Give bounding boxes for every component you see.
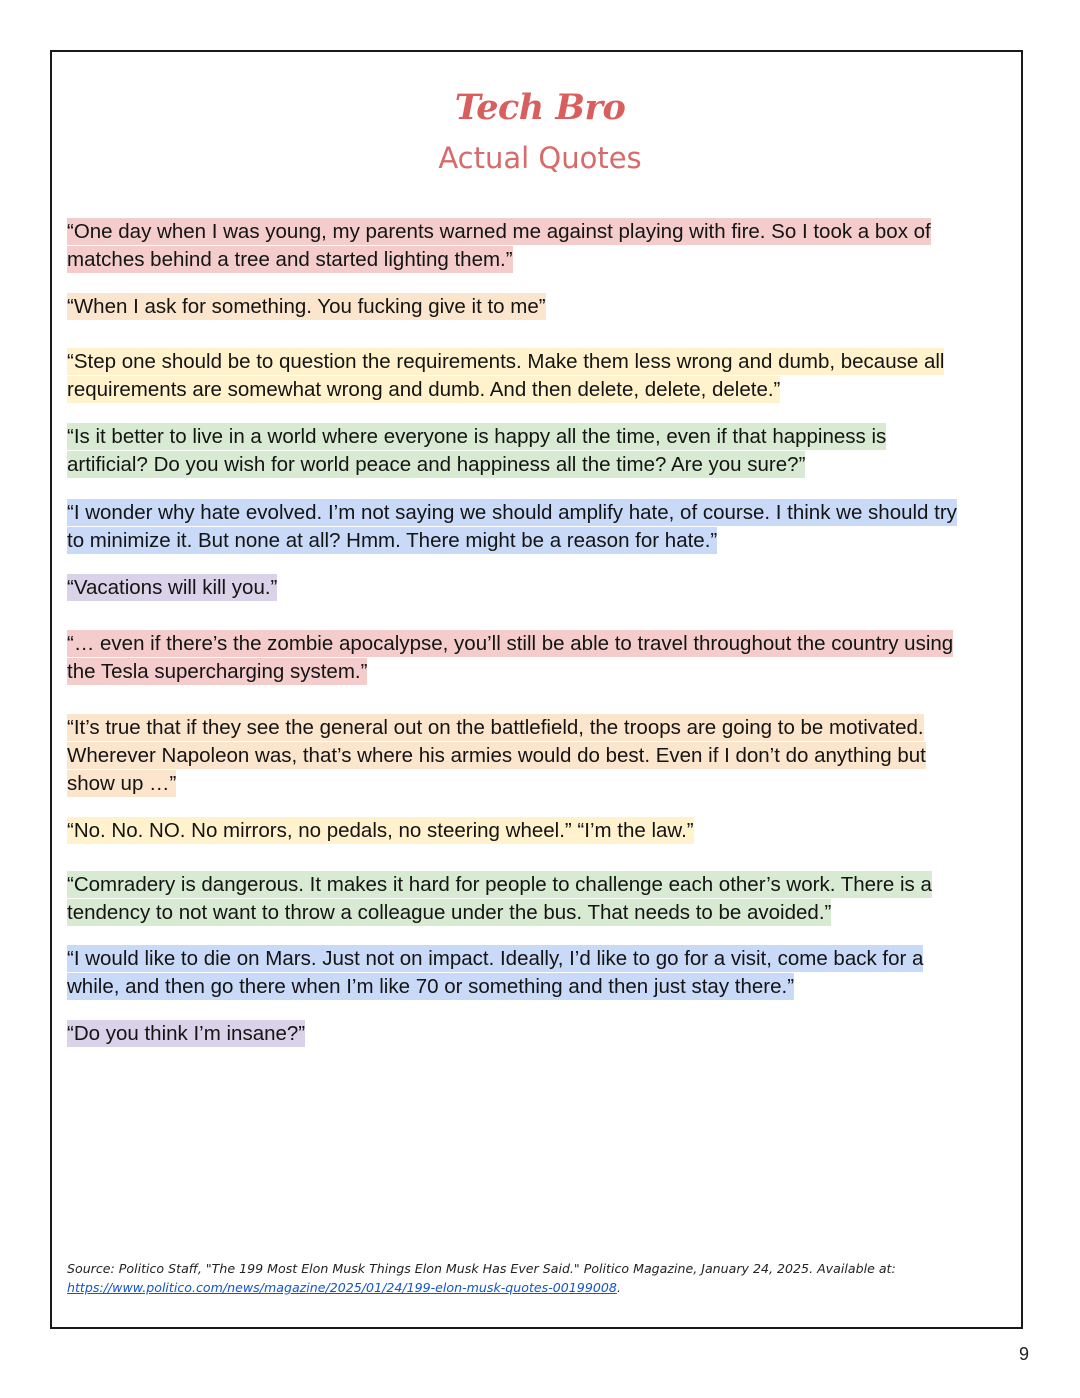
quote-10	[67, 871, 967, 927]
quote-7	[67, 630, 967, 686]
quote-2	[67, 293, 967, 321]
source-suffix: .	[616, 1280, 621, 1295]
quote-text: “… even if there’s the zombie apocalypse, you’ll still be able to travel throughout the country using the Tesla supercharging system.”	[67, 632, 954, 683]
quote-3	[67, 348, 967, 404]
source-citation	[67, 1259, 967, 1297]
quote-text: “I wonder why hate evolved. I’m not saying we should amplify hate, of course. I think we should try to minimize it. But none at all? Hmm. There might be a reason for hate.”	[67, 501, 957, 552]
quote-text: “When I ask for something. You fucking give it to me”	[67, 295, 546, 318]
quote-text: “Is it better to live in a world where everyone is happy all the time, even if that happiness is artificial? Do you wish for world peace and happiness all the time? Are you sure?”	[67, 425, 887, 476]
quote-9	[67, 817, 967, 845]
quote-text: “No. No. NO. No mirrors, no pedals, no steering wheel.” “I’m the law.”	[67, 819, 694, 842]
quote-text: “It’s true that if they see the general out on the battlefield, the troops are going to be motivated. Wherever Napoleon was, that’s where his armies would do best. Even if I don’t do anything but show up …”	[67, 716, 926, 795]
quote-text: “Do you think I’m insane?”	[67, 1022, 306, 1045]
source-link[interactable]: https://www.politico.com/news/magazine/2025/01/24/199-elon-musk-quotes-00199008	[67, 1280, 617, 1295]
quote-text: “Comradery is dangerous. It makes it hard for people to challenge each other’s work. There is a tendency to not want to throw a colleague under the bus. That needs to be avoided.”	[67, 873, 932, 924]
source-text: Source: Politico Staff, "The 199 Most Elon Musk Things Elon Musk Has Ever Said." Politico Magazine, January 24, 2025. Available at:	[67, 1261, 896, 1276]
quote-text: “Vacations will kill you.”	[67, 576, 278, 599]
page-title: Tech Bro	[454, 87, 626, 128]
quote-4	[67, 423, 967, 479]
quote-1	[67, 218, 967, 274]
quote-text: “Step one should be to question the requirements. Make them less wrong and dumb, because all requirements are somewhat wrong and dumb. And then delete, delete, delete.”	[67, 350, 945, 401]
quote-6	[67, 574, 967, 602]
quote-11	[67, 945, 967, 1001]
quote-text: “I would like to die on Mars. Just not on impact. Ideally, I’d like to go for a visit, come back for a while, and then go there when I’m like 70 or something and then just stay there.”	[67, 947, 924, 998]
page-number: 9	[1018, 1344, 1029, 1364]
quote-5	[67, 499, 967, 555]
quote-8	[67, 714, 967, 798]
quote-12	[67, 1020, 967, 1048]
page-subtitle: Actual Quotes	[438, 141, 642, 175]
quote-text: “One day when I was young, my parents warned me against playing with fire. So I took a box of matches behind a tree and started lighting them.”	[67, 220, 931, 271]
